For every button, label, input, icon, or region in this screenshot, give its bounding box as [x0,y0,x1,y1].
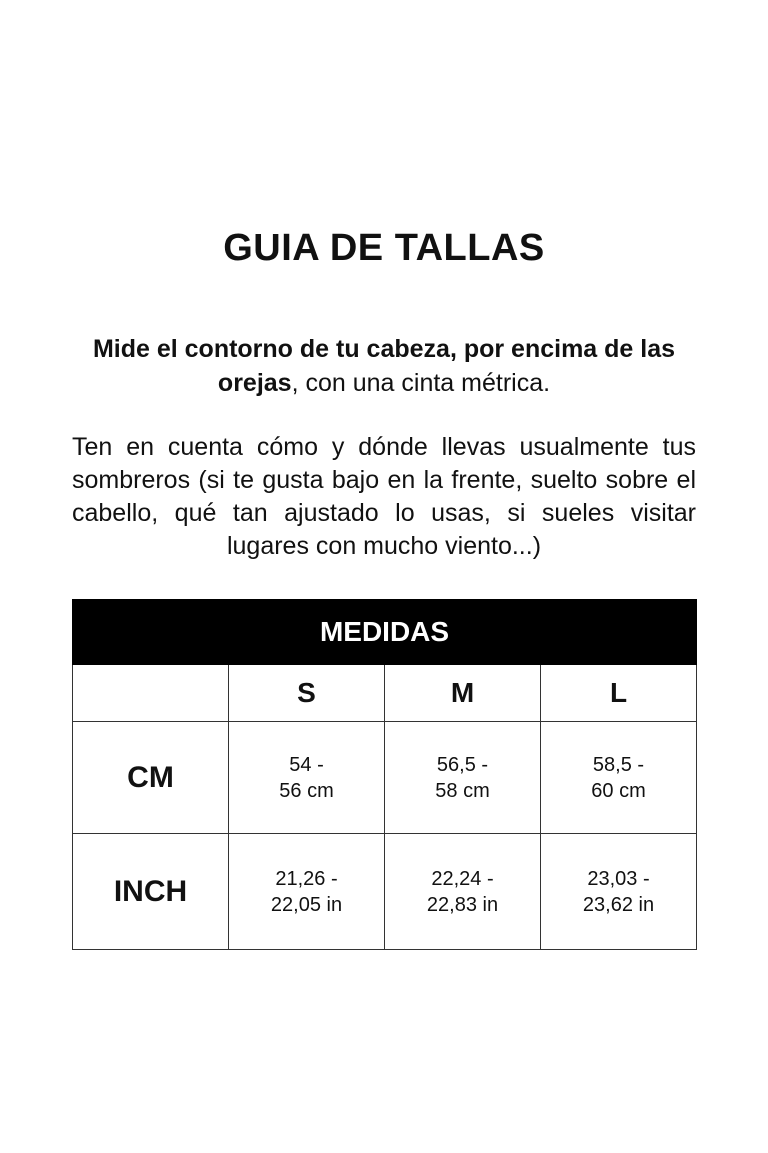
table-row-inch [73,834,697,950]
size-m-header: M [385,665,541,722]
empty-corner-cell [73,665,229,722]
page-title: GUIA DE TALLAS [223,227,545,270]
fit-note: Ten en cuenta cómo y dónde llevas usualmente tus sombreros (si te gusta bajo en la frente, suelto sobre el cabello, qué tan ajustado lo usas, si sueles visitar lugares con mucho viento...) [72,433,696,560]
inch-value-s: 21,26 - 22,05 in [229,834,385,950]
size-header-row [73,665,697,722]
cm-value-m: 56,5 - 58 cm [385,722,541,834]
cm-value-s: 54 - 56 cm [229,722,385,834]
row-label-cm: CM [73,722,229,834]
measure-instruction-regular: , con una cinta métrica. [291,369,551,397]
size-table [72,599,697,950]
row-label-inch: INCH [73,834,229,950]
table-row-cm [73,722,697,834]
measure-instruction-bold: Mide el contorno de tu cabeza, por encima de las orejas [92,335,676,397]
table-header: MEDIDAS [73,600,697,665]
inch-value-l: 23,03 - 23,62 in [541,834,697,950]
size-s-header: S [229,665,385,722]
table-header-row [73,600,697,665]
inch-value-m: 22,24 - 22,83 in [385,834,541,950]
cm-value-l: 58,5 - 60 cm [541,722,697,834]
size-l-header: L [541,665,697,722]
measure-instruction [72,332,696,400]
